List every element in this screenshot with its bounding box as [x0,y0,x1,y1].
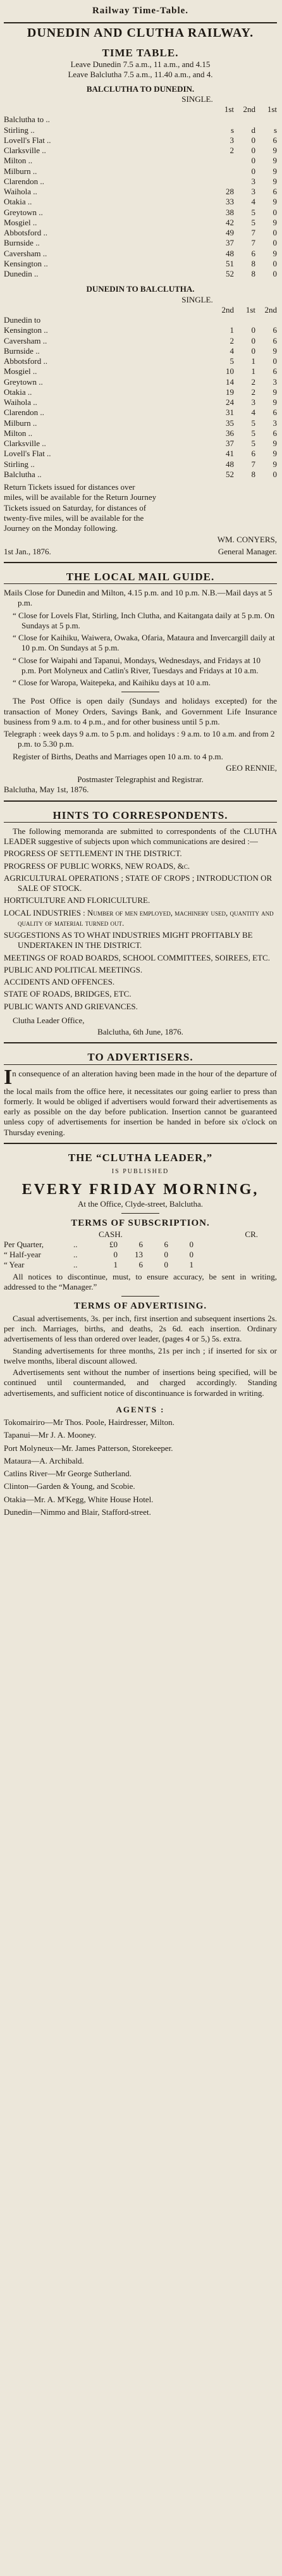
agent-item: Tapanui—Mr J. A. Mooney. [4,1430,97,1440]
station-name: Mosgiel .. [4,366,37,376]
mail-item: “ Close for Waipahi and Tapanui, Mondays, Wednesdays, and Fridays at 10 p.m. Port Molyneux and Catlin's River, Tuesdays and Fridays at 10 a.m. [13,655,261,675]
mail-role: Postmaster Telegraphist and Registrar. [77,775,204,784]
table-row [4,449,277,459]
fare-cell: 51 [226,258,234,268]
mail-heading: THE LOCAL MAIL GUIDE. [66,570,215,583]
fare-cell: 0 [251,135,255,145]
divider [4,822,277,823]
table-row [4,387,277,397]
table-row [4,418,277,428]
fare-cell: 5 [251,207,255,217]
divider [4,22,277,23]
price-row [4,1260,277,1270]
fare-cell: 42 [226,217,234,227]
table-row [4,439,277,449]
leader-every: EVERY FRIDAY MORNING, [21,1181,259,1198]
table-row [4,269,277,279]
fare-cell: 9 [273,248,277,258]
station-name: Otakia .. [4,197,32,207]
fare-cell: 10 [226,366,234,376]
agent-item: Mataura—A. Archibald. [4,1455,84,1465]
station-name: Milburn .. [4,166,37,176]
timetable-role: General Manager. [218,546,277,556]
fare-cell: 8 [251,469,255,479]
fare-cell: 7 [251,459,255,469]
fare-cell [212,315,234,325]
table-row [4,470,277,480]
fare-cell [212,177,234,187]
note-line: miles, will be available for the Return Journey [4,492,157,502]
fare-cell: 9 [273,449,277,459]
fare-cell [255,115,277,125]
col-head: 1st [224,104,234,114]
divider [121,1213,159,1214]
table-row [4,346,277,356]
price-cell: .. [73,1260,78,1270]
station-name: Balclutha .. [4,469,42,479]
fare-cell: 3 [273,376,277,387]
fare-cell: 2 [230,335,234,345]
fare-cell: 4 [251,408,255,418]
leader-section [4,1146,277,1398]
fare-cell: 0 [251,156,255,166]
fare-cell: 9 [273,166,277,176]
station-name: Milton .. [4,156,33,166]
price-cell: 6 [138,1260,143,1270]
agent-item: Catlins River—Mr George Sutherland. [4,1469,132,1478]
station-name: Kensington .. [4,258,48,268]
fare-cell: 19 [226,387,234,397]
agents-list [4,1417,277,1517]
fare-cell: 9 [273,146,277,155]
price-cell: .. [73,1239,78,1249]
table-row [4,238,277,248]
price-cell: £0 [109,1239,118,1249]
mail-item: “ Close for Lovels Flat, Stirling, Inch Clutha, and Kaitangata daily at 5 p.m. On Sundays at 5 p.m. [13,610,275,630]
mail-intro: Mails Close for Dunedin and Milton, 4.15 p.m. and 10 p.m. N.B.—Mail days at 5 p.m. [4,588,273,608]
fare-cell: 5 [230,356,234,366]
table-row [4,356,277,366]
fare-cell: s [273,125,277,135]
table-row [4,125,277,135]
fare-cell: 3 [230,135,234,145]
note-line: Journey on the Monday following. [4,523,118,533]
fare-cell [212,166,234,177]
fare-cell: 6 [273,187,277,196]
price-row [4,1250,277,1260]
station-name: Caversham .. [4,248,47,258]
advertisers-text: n consequence of an alteration having been made in the hour of the departure of the local mails from the office here, it necessitates our going earlier to press than formerly. It would be obliged if advertisers would forward their advertisements as early as possible on the day before publication. Insertion cannot be guaranteed unless copy of advertisements for insertion be handed in before six o'clock on Thursday evening. [4,1068,277,1137]
table-row [4,135,277,146]
fare-cell: 6 [273,408,277,418]
fare-cell: 0 [273,469,277,479]
to-dunedin-heading: BALCLUTHA TO DUNEDIN. [86,84,195,94]
credit-label: CR. [245,1229,258,1239]
fare-cell: 7 [251,238,255,248]
price-cell: “ Half-year [4,1250,41,1259]
leader-title: THE “CLUTHA LEADER,” [68,1151,213,1164]
mail-signer: GEO RENNIE, [226,762,277,773]
timetable-subtitle: TIME TABLE. [102,46,179,59]
fare-cell: 6 [273,366,277,376]
col-head: 2nd [221,304,234,314]
table-row [4,377,277,387]
station-name: Balclutha to .. [4,115,50,125]
to-balclutha-cols [4,305,277,315]
station-name: Abbotsford .. [4,356,47,366]
price-cell: 13 [135,1250,143,1259]
station-name: Greytown .. [4,376,43,387]
mail-telegraph: Telegraph : week days 9 a.m. to 5 p.m. and holidays : 9 a.m. to 10 a.m. and from 2 p.m. to 5.30 p.m. [4,729,275,749]
table-row [4,166,277,177]
note-line: Tickets issued on Saturday, for distances of [4,502,147,513]
agent-item: Otakia—Mr. A. M'Kegg, White House Hotel. [4,1494,154,1504]
station-name: Stirling .. [4,459,35,469]
fare-cell: 35 [226,418,234,428]
to-balclutha-heading: DUNEDIN TO BALCLUTHA. [86,284,195,294]
price-cell: 0 [189,1239,193,1249]
fare-cell: 3 [251,176,255,186]
station-name: Lovell's Flat .. [4,449,51,459]
divider [4,562,277,563]
to-dunedin-rows [4,115,277,279]
station-name: Abbotsford .. [4,228,47,237]
hints-section [4,804,277,1038]
cash-label: CASH. [99,1229,123,1239]
agent-item: Tokomairiro—Mr Thos. Poole, Hairdresser, Milton. [4,1417,175,1427]
to-balclutha-single: SINGLE. [181,294,213,304]
timetable-title: DUNEDIN AND CLUTHA RAILWAY. [27,25,254,40]
price-row [4,1240,277,1250]
mail-date: Balclutha, May 1st, 1876. [4,785,89,795]
station-name: Mosgiel .. [4,217,37,227]
fare-cell: 1 [251,356,255,366]
fare-cell: 0 [251,166,255,176]
price-cell: 0 [164,1250,168,1259]
table-row [4,146,277,156]
timetable-signer: WM. CONYERS, [217,535,277,545]
fare-cell: 24 [226,397,234,407]
divider [4,583,277,584]
fare-cell: 6 [273,135,277,145]
fare-cell: 38 [226,207,234,217]
col-head: 2nd [264,304,277,314]
agent-item: Port Molyneux—Mr. James Patterson, Storekeeper. [4,1443,173,1453]
table-row [4,459,277,470]
adv-para: Casual advertisements, 3s. per inch, first insertion and subsequent insertions 2s. per inch. Marriages, births, and deaths, 2s 6d. each insertion. Ordinary advertisements of less than ordered over leader, (pages 4 or 5,) 5s. extra. [4,1313,277,1344]
agent-item: Clinton—Garden & Young, and Scobie. [4,1481,135,1491]
fare-cell: 14 [226,376,234,387]
fare-cell: 9 [273,217,277,227]
fare-cell: 36 [226,428,234,438]
price-cell: 6 [138,1239,143,1249]
hint-item: ACCIDENTS AND OFFENCES. [4,977,115,986]
fare-cell: 5 [251,418,255,428]
col-head: 1st [267,104,277,114]
hint-item: PROGRESS OF SETTLEMENT IN THE DISTRICT. [4,849,182,859]
fare-cell: 0 [273,207,277,217]
fare-cell [212,115,234,125]
fare-cell: 52 [226,469,234,479]
mail-item: “ Close for Waropa, Waitepeka, and Kaihiku days at 10 a.m. [13,678,211,687]
divider [4,1042,277,1043]
fare-cell: 5 [251,439,255,448]
hint-item: SUGGESTIONS AS TO WHAT INDUSTRIES MIGHT PROFITABLY BE UNDERTAKEN IN THE DISTRICT. [4,930,253,950]
station-name: Clarksville .. [4,146,46,155]
station-name: Burnside .. [4,345,40,356]
price-cell: “ Year [4,1260,25,1270]
table-row [4,115,277,125]
fare-cell: 9 [273,439,277,448]
station-name: Greytown .. [4,207,43,217]
timetable-notes [4,482,277,533]
fare-cell: 6 [273,428,277,438]
price-cell: .. [73,1250,78,1259]
station-name: Milton .. [4,428,33,438]
fare-cell: 3 [273,418,277,428]
divider [4,800,277,802]
hint-item: PUBLIC WANTS AND GRIEVANCES. [4,1001,138,1011]
price-cell: 0 [189,1250,193,1259]
table-row [4,325,277,335]
fare-cell: 41 [226,449,234,459]
adv-heading: TERMS OF ADVERTISING. [73,1301,207,1311]
mail-office: The Post Office is open daily (Sundays and holidays excepted) for the transaction of Money Orders, Savings Bank, and Government Life Insurance business from 9 a.m. to 4 p.m., and for other business until 5 p.m. [4,696,277,726]
fare-cell: 9 [273,345,277,356]
fare-cell: 49 [226,228,234,237]
to-dunedin-single: SINGLE. [181,94,213,104]
price-table [4,1240,277,1271]
fare-cell: 28 [226,187,234,196]
station-name: Waihola .. [4,187,37,196]
fare-cell: d [251,125,255,135]
leader-office: At the Office, Clyde-street, Balclutha. [78,1198,203,1209]
leave-line-2: Leave Balclutha 7.5 a.m., 11.40 a.m., and 4. [68,70,213,80]
fare-cell: 37 [226,439,234,448]
price-cell: 0 [164,1260,168,1270]
price-cell: 1 [113,1260,118,1270]
fare-cell: 0 [273,258,277,268]
adv-para: Standing advertisements for three months, 21s per inch ; if inserted for six or twelve months, liberal discount allowed. [4,1345,277,1366]
fare-cell: 6 [273,335,277,345]
mail-item: “ Close for Kaihiku, Waiwera, Owaka, Ofaria, Mataura and Invercargill daily at 10 p.m. On Sundays at 5 p.m. [13,633,275,653]
fare-cell: 52 [226,269,234,278]
hint-item: MEETINGS OF ROAD BOARDS, SCHOOL COMMITTEES, SOIREES, ETC. [4,952,270,962]
hint-item: PROGRESS OF PUBLIC WORKS, NEW ROADS, &c. [4,861,190,871]
railway-timetable [4,0,277,557]
fare-cell: 8 [251,269,255,278]
station-name: Waihola .. [4,397,37,407]
leader-notice: All notices to discontinue, must, to ensure accuracy, be sent in writing, addressed to the “Manager.” [4,1271,277,1291]
fare-cell: 9 [273,387,277,397]
divider [4,1143,277,1144]
leave-line-1: Leave Dunedin 7.5 a.m., 11 a.m., and 4.15 [70,59,211,69]
table-row [4,249,277,259]
fare-cell: 37 [226,238,234,248]
fare-cell: 0 [273,228,277,237]
fare-cell: 0 [251,325,255,335]
fare-cell: 3 [251,397,255,407]
to-balclutha-rows [4,315,277,480]
station-name: Clarendon .. [4,176,44,186]
fare-cell: 0 [273,238,277,248]
table-row [4,197,277,207]
fare-cell: 48 [226,459,234,469]
fare-cell: 31 [226,408,234,418]
station-name: Dunedin to [4,315,41,325]
table-row [4,228,277,238]
fare-cell [234,115,255,125]
fare-cell: 0 [273,356,277,366]
fare-cell: 8 [251,258,255,268]
note-line: Return Tickets issued for distances over [4,482,135,492]
station-name: Otakia .. [4,387,32,397]
hint-item: LOCAL INDUSTRIES : Number of men employed, machinery used, quantity and quality of material turned out. [4,907,274,928]
drop-cap: I [4,1065,13,1089]
table-row [4,428,277,439]
hints-list [4,849,277,1012]
fare-cell: 5 [251,217,255,227]
fare-cell: s [230,125,234,135]
table-row [4,177,277,187]
table-row [4,397,277,408]
timetable-footer [4,547,277,557]
advertisers-section [4,1045,277,1138]
fare-cell: 9 [273,459,277,469]
hints-heading: HINTS TO CORRESPONDENTS. [52,809,228,821]
table-row [4,187,277,197]
fare-cell: 2 [230,146,234,155]
fare-cell: 9 [273,397,277,407]
col-head: 2nd [243,104,255,114]
station-name: Clarendon .. [4,408,44,418]
hint-item: PUBLIC AND POLITICAL MEETINGS. [4,964,143,974]
note-line: twenty-five miles, will be available for the [4,513,144,523]
hint-item: AGRICULTURAL OPERATIONS ; STATE OF CROPS ; INTRODUCTION OR SALE OF STOCK. [4,873,273,893]
to-dunedin-cols [4,104,277,115]
fare-cell: 3 [251,187,255,196]
hints-date: Balclutha, 6th June, 1876. [97,1027,183,1036]
fare-cell: 1 [251,366,255,376]
fare-cell: 5 [251,428,255,438]
price-labels [4,1229,277,1240]
fare-cell: 0 [273,269,277,278]
fare-cell: 6 [251,449,255,459]
fare-cell: 4 [251,197,255,207]
mail-register: Register of Births, Deaths and Marriages open 10 a.m. to 4 p.m. [13,751,223,761]
fare-cell: 1 [230,325,234,335]
advertisers-heading: TO ADVERTISERS. [87,1051,193,1064]
divider [121,1296,159,1297]
table-row [4,366,277,376]
agents-section [4,1400,277,1517]
top-heading: Railway Time-Table. [92,6,189,16]
station-name: Burnside .. [4,238,40,248]
price-cell: 1 [189,1260,193,1270]
station-name: Stirling .. [4,125,35,135]
station-name: Clarksville .. [4,439,46,448]
table-row [4,315,277,325]
station-name: Caversham .. [4,335,47,345]
station-name: Kensington .. [4,325,48,335]
fare-cell: 6 [273,325,277,335]
fare-cell: 33 [226,197,234,207]
fare-cell [212,156,234,166]
timetable-date: 1st Jan., 1876. [4,546,51,556]
table-row [4,156,277,166]
fare-cell: 4 [230,345,234,356]
fare-cell: 0 [251,335,255,345]
leader-published: IS PUBLISHED [111,1168,169,1175]
table-row [4,259,277,269]
hint-item: HORTICULTURE AND FLORICULTURE. [4,895,150,905]
fare-cell: 0 [251,146,255,155]
table-row [4,208,277,218]
table-row [4,408,277,418]
hints-office: Clutha Leader Office, [13,1015,85,1025]
hint-item: STATE OF ROADS, BRIDGES, ETC. [4,989,132,999]
mail-guide [4,565,277,795]
fare-cell: 0 [251,345,255,356]
station-name: Dunedin .. [4,269,39,278]
fare-cell: 6 [251,248,255,258]
station-name: Milburn .. [4,418,37,428]
fare-cell: 9 [273,176,277,186]
agent-item: Dunedin—Nimmo and Blair, Stafford-street. [4,1507,151,1517]
fare-cell: 2 [251,387,255,397]
table-row [4,336,277,346]
divider [4,1064,277,1065]
fare-cell: 9 [273,197,277,207]
agents-heading: AGENTS : [116,1404,165,1414]
station-name: Lovell's Flat .. [4,135,51,145]
price-cell: Per Quarter, [4,1239,44,1249]
fare-cell: 7 [251,228,255,237]
price-cell: 0 [113,1250,118,1259]
advertisers-body [4,1065,277,1138]
adv-para: Advertisements sent without the number of insertions being specified, will be continued until countermanded, and charged accordingly. Standing advertisements, and sufficient notice of discontinuance is forwarded in writing. [4,1367,277,1398]
fare-cell [234,315,255,325]
fare-cell: 48 [226,248,234,258]
hints-intro: The following memoranda are submitted to correspondents of the CLUTHA LEADER suggestive of subjects upon which communications are desired :— [4,826,277,846]
terms-heading: TERMS OF SUBSCRIPTION. [71,1217,210,1228]
fare-cell: 9 [273,156,277,166]
fare-cell: 2 [251,376,255,387]
col-head: 1st [245,304,255,314]
price-cell: 6 [164,1239,168,1249]
table-row [4,218,277,228]
fare-cell [255,315,277,325]
